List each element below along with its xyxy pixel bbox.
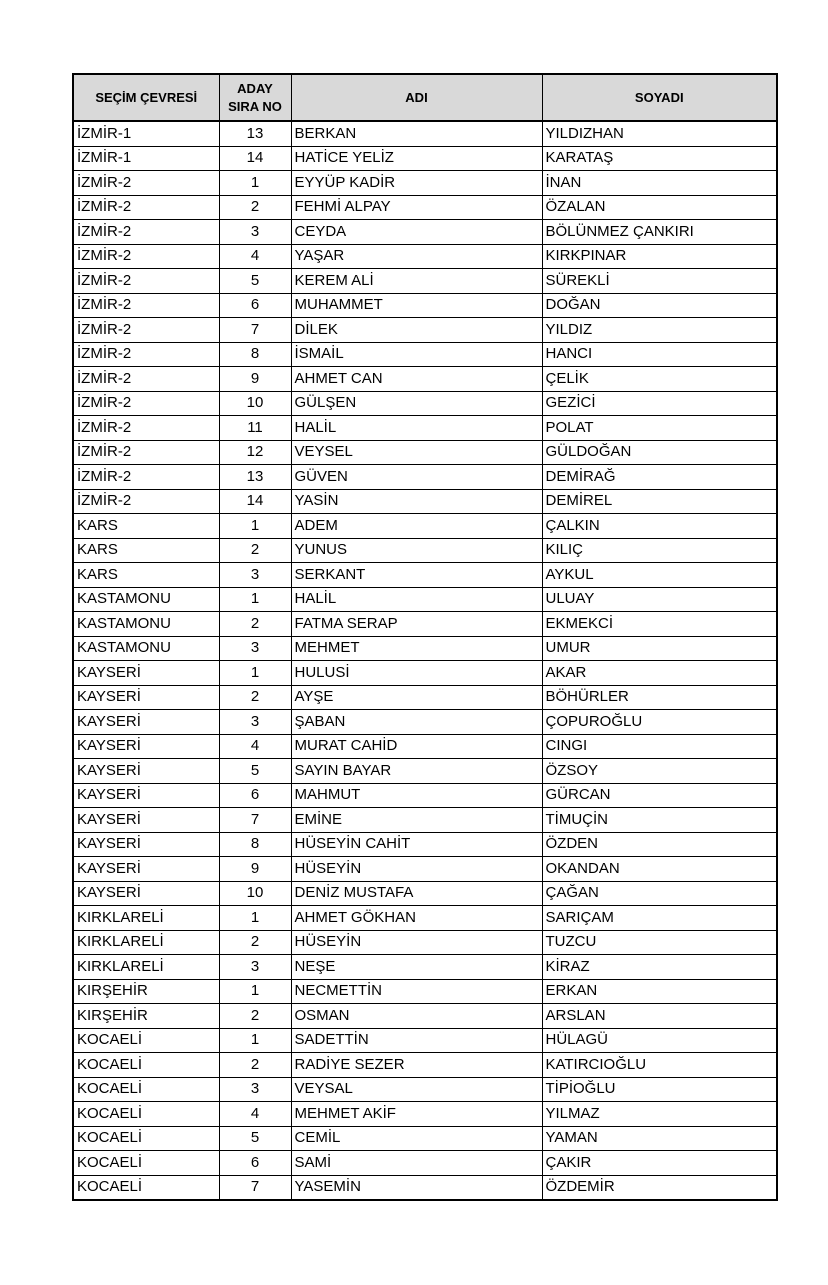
cell-district: KAYSERİ bbox=[73, 759, 219, 784]
cell-district: KAYSERİ bbox=[73, 710, 219, 735]
header-order-line1: ADAY bbox=[237, 80, 273, 96]
cell-name: DİLEK bbox=[291, 318, 542, 343]
table-row bbox=[73, 612, 777, 637]
cell-surname: GÜLDOĞAN bbox=[542, 440, 777, 465]
table-row bbox=[73, 1053, 777, 1078]
table-row bbox=[73, 367, 777, 392]
table-row bbox=[73, 293, 777, 318]
cell-name: ŞABAN bbox=[291, 710, 542, 735]
cell-surname: YILDIZHAN bbox=[542, 121, 777, 146]
cell-surname: GEZİCİ bbox=[542, 391, 777, 416]
cell-district: İZMİR-2 bbox=[73, 269, 219, 294]
header-row bbox=[73, 74, 777, 121]
cell-name: MUHAMMET bbox=[291, 293, 542, 318]
cell-name: HÜSEYİN bbox=[291, 857, 542, 882]
cell-district: İZMİR-2 bbox=[73, 318, 219, 343]
cell-surname: YILDIZ bbox=[542, 318, 777, 343]
cell-district: İZMİR-1 bbox=[73, 121, 219, 146]
table-row bbox=[73, 171, 777, 196]
cell-district: KIRŞEHİR bbox=[73, 1004, 219, 1029]
cell-district: İZMİR-2 bbox=[73, 367, 219, 392]
cell-district: KIRKLARELİ bbox=[73, 955, 219, 980]
cell-surname: TİMUÇİN bbox=[542, 808, 777, 833]
cell-order-no: 1 bbox=[219, 171, 291, 196]
cell-district: KIRŞEHİR bbox=[73, 979, 219, 1004]
cell-surname: BÖLÜNMEZ ÇANKIRI bbox=[542, 220, 777, 245]
cell-district: KAYSERİ bbox=[73, 808, 219, 833]
cell-order-no: 10 bbox=[219, 881, 291, 906]
cell-order-no: 10 bbox=[219, 391, 291, 416]
cell-surname: DEMİRAĞ bbox=[542, 465, 777, 490]
cell-district: İZMİR-2 bbox=[73, 489, 219, 514]
table-row bbox=[73, 342, 777, 367]
table-row bbox=[73, 881, 777, 906]
cell-surname: YILMAZ bbox=[542, 1102, 777, 1127]
table-row bbox=[73, 1175, 777, 1200]
cell-surname: ÖZDEN bbox=[542, 832, 777, 857]
table-row bbox=[73, 759, 777, 784]
cell-name: SADETTİN bbox=[291, 1028, 542, 1053]
cell-order-no: 2 bbox=[219, 195, 291, 220]
table-row bbox=[73, 979, 777, 1004]
cell-district: KOCAELİ bbox=[73, 1175, 219, 1200]
cell-district: İZMİR-1 bbox=[73, 146, 219, 171]
cell-order-no: 3 bbox=[219, 1077, 291, 1102]
header-surname: SOYADI bbox=[542, 74, 777, 121]
table-row bbox=[73, 955, 777, 980]
cell-name: HÜSEYİN CAHİT bbox=[291, 832, 542, 857]
table-row bbox=[73, 563, 777, 588]
cell-district: KOCAELİ bbox=[73, 1126, 219, 1151]
cell-surname: KİRAZ bbox=[542, 955, 777, 980]
cell-district: KAYSERİ bbox=[73, 881, 219, 906]
cell-order-no: 4 bbox=[219, 734, 291, 759]
cell-surname: KATIRCIOĞLU bbox=[542, 1053, 777, 1078]
cell-name: MEHMET AKİF bbox=[291, 1102, 542, 1127]
cell-name: HATİCE YELİZ bbox=[291, 146, 542, 171]
cell-order-no: 3 bbox=[219, 636, 291, 661]
cell-order-no: 5 bbox=[219, 759, 291, 784]
cell-district: KASTAMONU bbox=[73, 612, 219, 637]
cell-surname: UMUR bbox=[542, 636, 777, 661]
cell-order-no: 1 bbox=[219, 514, 291, 539]
table-row bbox=[73, 1102, 777, 1127]
cell-surname: İNAN bbox=[542, 171, 777, 196]
table-row bbox=[73, 416, 777, 441]
cell-order-no: 7 bbox=[219, 808, 291, 833]
cell-order-no: 13 bbox=[219, 465, 291, 490]
cell-order-no: 2 bbox=[219, 612, 291, 637]
cell-name: GÜVEN bbox=[291, 465, 542, 490]
cell-surname: ARSLAN bbox=[542, 1004, 777, 1029]
table-body bbox=[73, 121, 777, 1200]
table-row bbox=[73, 734, 777, 759]
cell-district: İZMİR-2 bbox=[73, 465, 219, 490]
cell-surname: OKANDAN bbox=[542, 857, 777, 882]
cell-order-no: 1 bbox=[219, 1028, 291, 1053]
cell-surname: ÇOPUROĞLU bbox=[542, 710, 777, 735]
cell-surname: TUZCU bbox=[542, 930, 777, 955]
cell-surname: ÖZALAN bbox=[542, 195, 777, 220]
cell-name: SAMİ bbox=[291, 1151, 542, 1176]
cell-name: CEMİL bbox=[291, 1126, 542, 1151]
cell-name: CEYDA bbox=[291, 220, 542, 245]
cell-district: KAYSERİ bbox=[73, 832, 219, 857]
table-row bbox=[73, 538, 777, 563]
cell-district: KARS bbox=[73, 563, 219, 588]
cell-name: YUNUS bbox=[291, 538, 542, 563]
cell-district: İZMİR-2 bbox=[73, 391, 219, 416]
table-row bbox=[73, 121, 777, 146]
cell-name: KEREM ALİ bbox=[291, 269, 542, 294]
cell-district: KAYSERİ bbox=[73, 857, 219, 882]
cell-district: KARS bbox=[73, 514, 219, 539]
cell-name: MAHMUT bbox=[291, 783, 542, 808]
cell-name: NEŞE bbox=[291, 955, 542, 980]
cell-district: KOCAELİ bbox=[73, 1053, 219, 1078]
cell-order-no: 9 bbox=[219, 857, 291, 882]
cell-order-no: 14 bbox=[219, 146, 291, 171]
cell-name: EMİNE bbox=[291, 808, 542, 833]
table-row bbox=[73, 1028, 777, 1053]
cell-district: KAYSERİ bbox=[73, 783, 219, 808]
table-row bbox=[73, 440, 777, 465]
table-row bbox=[73, 930, 777, 955]
cell-name: EYYÜP KADİR bbox=[291, 171, 542, 196]
cell-order-no: 4 bbox=[219, 1102, 291, 1127]
cell-name: YASİN bbox=[291, 489, 542, 514]
cell-name: RADİYE SEZER bbox=[291, 1053, 542, 1078]
cell-order-no: 14 bbox=[219, 489, 291, 514]
cell-surname: DEMİREL bbox=[542, 489, 777, 514]
cell-name: YAŞAR bbox=[291, 244, 542, 269]
cell-name: YASEMİN bbox=[291, 1175, 542, 1200]
cell-district: KAYSERİ bbox=[73, 661, 219, 686]
cell-surname: HANCI bbox=[542, 342, 777, 367]
cell-name: FEHMİ ALPAY bbox=[291, 195, 542, 220]
cell-district: İZMİR-2 bbox=[73, 440, 219, 465]
cell-order-no: 12 bbox=[219, 440, 291, 465]
cell-district: KIRKLARELİ bbox=[73, 906, 219, 931]
cell-district: KARS bbox=[73, 538, 219, 563]
cell-district: KAYSERİ bbox=[73, 734, 219, 759]
table-row bbox=[73, 710, 777, 735]
table-row bbox=[73, 391, 777, 416]
cell-surname: CINGI bbox=[542, 734, 777, 759]
cell-name: AYŞE bbox=[291, 685, 542, 710]
cell-district: KOCAELİ bbox=[73, 1077, 219, 1102]
cell-order-no: 3 bbox=[219, 220, 291, 245]
cell-surname: SÜREKLİ bbox=[542, 269, 777, 294]
cell-order-no: 13 bbox=[219, 121, 291, 146]
table-row bbox=[73, 906, 777, 931]
cell-surname: HÜLAGÜ bbox=[542, 1028, 777, 1053]
cell-district: İZMİR-2 bbox=[73, 342, 219, 367]
cell-district: KOCAELİ bbox=[73, 1102, 219, 1127]
table-row bbox=[73, 857, 777, 882]
cell-order-no: 9 bbox=[219, 367, 291, 392]
table-row bbox=[73, 220, 777, 245]
cell-district: KIRKLARELİ bbox=[73, 930, 219, 955]
cell-surname: AYKUL bbox=[542, 563, 777, 588]
cell-name: MURAT CAHİD bbox=[291, 734, 542, 759]
table-row bbox=[73, 489, 777, 514]
cell-order-no: 2 bbox=[219, 538, 291, 563]
cell-name: HALİL bbox=[291, 587, 542, 612]
cell-district: İZMİR-2 bbox=[73, 244, 219, 269]
cell-name: MEHMET bbox=[291, 636, 542, 661]
cell-order-no: 2 bbox=[219, 1004, 291, 1029]
cell-surname: KIRKPINAR bbox=[542, 244, 777, 269]
cell-name: VEYSEL bbox=[291, 440, 542, 465]
cell-surname: ÇALKIN bbox=[542, 514, 777, 539]
table-row bbox=[73, 1004, 777, 1029]
cell-order-no: 2 bbox=[219, 685, 291, 710]
cell-name: GÜLŞEN bbox=[291, 391, 542, 416]
cell-order-no: 6 bbox=[219, 1151, 291, 1176]
table-row bbox=[73, 783, 777, 808]
cell-surname: ÇELİK bbox=[542, 367, 777, 392]
table-row bbox=[73, 1151, 777, 1176]
table-row bbox=[73, 195, 777, 220]
cell-order-no: 8 bbox=[219, 342, 291, 367]
cell-district: KAYSERİ bbox=[73, 685, 219, 710]
cell-surname: TİPİOĞLU bbox=[542, 1077, 777, 1102]
cell-name: HALİL bbox=[291, 416, 542, 441]
cell-name: ADEM bbox=[291, 514, 542, 539]
cell-district: KASTAMONU bbox=[73, 636, 219, 661]
cell-district: İZMİR-2 bbox=[73, 171, 219, 196]
cell-name: HÜSEYİN bbox=[291, 930, 542, 955]
table-row bbox=[73, 514, 777, 539]
cell-district: KOCAELİ bbox=[73, 1028, 219, 1053]
table-row bbox=[73, 1077, 777, 1102]
cell-surname: BÖHÜRLER bbox=[542, 685, 777, 710]
header-name: ADI bbox=[291, 74, 542, 121]
table-row bbox=[73, 269, 777, 294]
cell-surname: AKAR bbox=[542, 661, 777, 686]
cell-order-no: 7 bbox=[219, 318, 291, 343]
cell-name: DENİZ MUSTAFA bbox=[291, 881, 542, 906]
cell-name: NECMETTİN bbox=[291, 979, 542, 1004]
cell-name: FATMA SERAP bbox=[291, 612, 542, 637]
cell-surname: DOĞAN bbox=[542, 293, 777, 318]
table-row bbox=[73, 832, 777, 857]
cell-surname: POLAT bbox=[542, 416, 777, 441]
cell-order-no: 1 bbox=[219, 661, 291, 686]
table-row bbox=[73, 685, 777, 710]
table-row bbox=[73, 465, 777, 490]
cell-district: KASTAMONU bbox=[73, 587, 219, 612]
cell-order-no: 2 bbox=[219, 930, 291, 955]
table-row bbox=[73, 661, 777, 686]
cell-order-no: 8 bbox=[219, 832, 291, 857]
cell-surname: KARATAŞ bbox=[542, 146, 777, 171]
table-row bbox=[73, 1126, 777, 1151]
cell-order-no: 2 bbox=[219, 1053, 291, 1078]
cell-district: İZMİR-2 bbox=[73, 293, 219, 318]
table-row bbox=[73, 636, 777, 661]
cell-name: HULUSİ bbox=[291, 661, 542, 686]
cell-district: İZMİR-2 bbox=[73, 416, 219, 441]
cell-surname: KILIÇ bbox=[542, 538, 777, 563]
table-row bbox=[73, 318, 777, 343]
cell-name: SERKANT bbox=[291, 563, 542, 588]
cell-order-no: 3 bbox=[219, 955, 291, 980]
cell-name: SAYIN BAYAR bbox=[291, 759, 542, 784]
cell-surname: ÖZDEMİR bbox=[542, 1175, 777, 1200]
cell-order-no: 3 bbox=[219, 563, 291, 588]
cell-order-no: 3 bbox=[219, 710, 291, 735]
cell-name: İSMAİL bbox=[291, 342, 542, 367]
cell-name: AHMET GÖKHAN bbox=[291, 906, 542, 931]
cell-order-no: 6 bbox=[219, 783, 291, 808]
header-order-line2: SIRA NO bbox=[228, 98, 282, 114]
cell-order-no: 1 bbox=[219, 979, 291, 1004]
table-header bbox=[73, 74, 777, 121]
cell-surname: ERKAN bbox=[542, 979, 777, 1004]
cell-order-no: 6 bbox=[219, 293, 291, 318]
table-row bbox=[73, 146, 777, 171]
cell-surname: YAMAN bbox=[542, 1126, 777, 1151]
cell-order-no: 5 bbox=[219, 269, 291, 294]
header-district: SEÇİM ÇEVRESİ bbox=[73, 74, 219, 121]
cell-name: VEYSAL bbox=[291, 1077, 542, 1102]
cell-name: OSMAN bbox=[291, 1004, 542, 1029]
header-order bbox=[219, 74, 291, 121]
cell-district: KOCAELİ bbox=[73, 1151, 219, 1176]
cell-order-no: 11 bbox=[219, 416, 291, 441]
cell-order-no: 1 bbox=[219, 906, 291, 931]
table-row bbox=[73, 244, 777, 269]
cell-surname: ÇAĞAN bbox=[542, 881, 777, 906]
cell-order-no: 4 bbox=[219, 244, 291, 269]
cell-name: BERKAN bbox=[291, 121, 542, 146]
cell-surname: EKMEKCİ bbox=[542, 612, 777, 637]
cell-surname: GÜRCAN bbox=[542, 783, 777, 808]
cell-surname: ÇAKIR bbox=[542, 1151, 777, 1176]
cell-name: AHMET CAN bbox=[291, 367, 542, 392]
cell-surname: SARIÇAM bbox=[542, 906, 777, 931]
cell-surname: ÖZSOY bbox=[542, 759, 777, 784]
cell-order-no: 5 bbox=[219, 1126, 291, 1151]
cell-order-no: 1 bbox=[219, 587, 291, 612]
table-row bbox=[73, 587, 777, 612]
cell-district: İZMİR-2 bbox=[73, 195, 219, 220]
candidate-table bbox=[72, 73, 778, 1201]
cell-surname: ULUAY bbox=[542, 587, 777, 612]
cell-district: İZMİR-2 bbox=[73, 220, 219, 245]
cell-order-no: 7 bbox=[219, 1175, 291, 1200]
table-row bbox=[73, 808, 777, 833]
